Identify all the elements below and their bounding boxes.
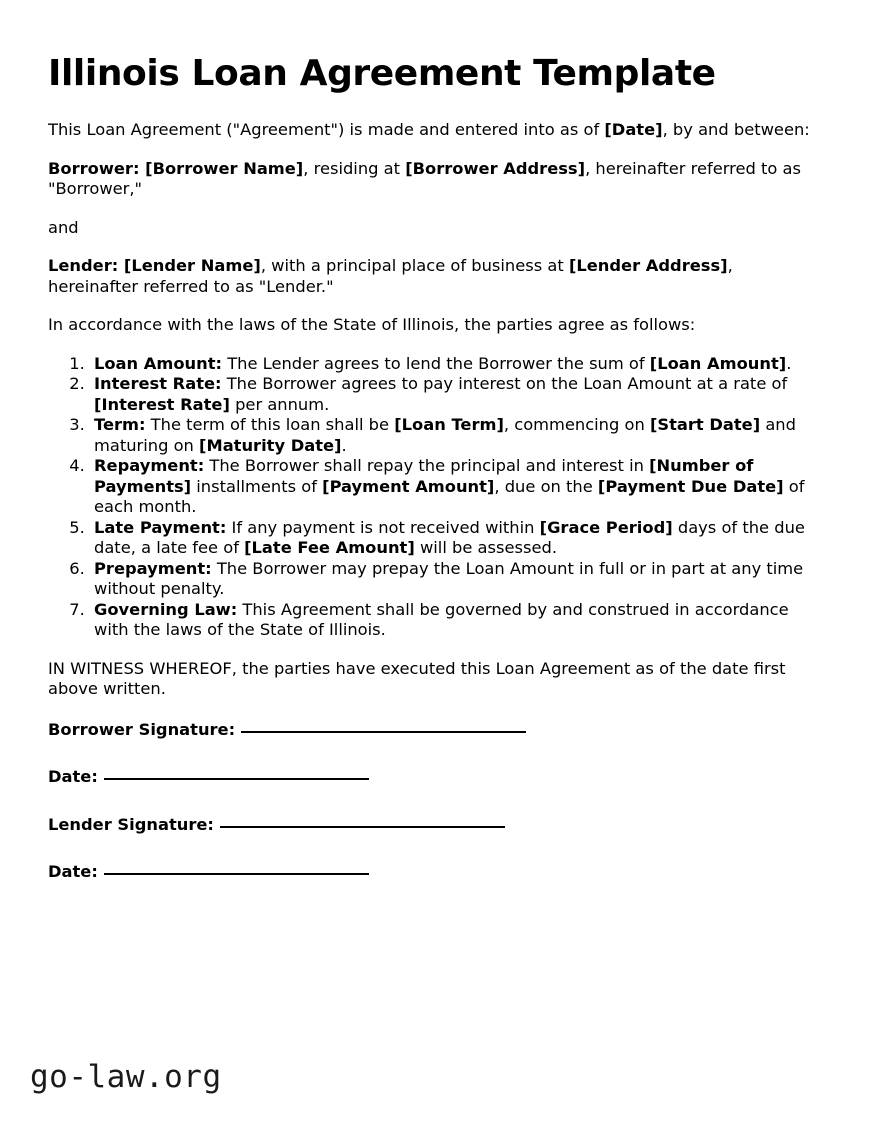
signature-label: Lender Signature: (48, 814, 214, 834)
term-text: If any payment is not received within (226, 517, 540, 537)
signature-block (48, 720, 818, 883)
term-field-placeholder: [Payment Amount] (322, 476, 495, 496)
terms-list (48, 354, 818, 641)
term-text: will be assessed. (414, 538, 557, 557)
term-field-placeholder: [Loan Term] (394, 415, 504, 434)
term-text: , due on the (494, 476, 598, 496)
term-field-placeholder: [Interest Rate] (94, 394, 230, 414)
term-text: of each month. (94, 476, 805, 516)
term-text: installments of (191, 476, 323, 496)
term-text: This Agreement shall be governed by and construed in accordance with the laws of the State of Illinois. (94, 599, 789, 639)
term-heading: Late Payment: (94, 517, 227, 537)
witness-paragraph: IN WITNESS WHEREOF, the parties have executed this Loan Agreement as of the date first above written. (48, 658, 786, 698)
signature-line[interactable] (220, 826, 505, 828)
term-heading: Interest Rate: (94, 374, 222, 393)
term-field-placeholder: [Grace Period] (539, 517, 673, 537)
accordance-paragraph: In accordance with the laws of the State of Illinois, the parties agree as follows: (48, 315, 696, 334)
signature-row (48, 815, 818, 836)
term-text: days of the due date, a late fee of (94, 517, 805, 557)
signature-row (48, 767, 818, 788)
borrower-label: Borrower: [Borrower Name] (48, 158, 304, 178)
term-field-placeholder: [Late Fee Amount] (244, 538, 415, 557)
term-text: The term of this loan shall be (145, 415, 395, 434)
term-heading: Prepayment: (94, 558, 212, 578)
term-text: The Borrower may prepay the Loan Amount in full or in part at any time without penalty. (94, 558, 804, 598)
list-item (90, 559, 818, 600)
list-item (90, 518, 818, 559)
conjunction-paragraph: and (48, 217, 79, 237)
borrower-post-text: , hereinafter referred to as "Borrower," (48, 158, 802, 198)
term-field-placeholder: [Payment Due Date] (597, 476, 784, 496)
page-title: Illinois Loan Agreement Template (48, 53, 716, 94)
term-field-placeholder: [Maturity Date] (199, 435, 342, 455)
list-item (90, 374, 818, 415)
term-field-placeholder: [Number of Payments] (94, 456, 754, 496)
document-body (48, 52, 818, 910)
list-item (90, 600, 818, 641)
signature-line[interactable] (241, 731, 526, 733)
term-heading: Term: (94, 415, 146, 434)
signature-label: Date: (48, 767, 98, 786)
lender-paragraph (48, 256, 818, 297)
term-field-placeholder: [Loan Amount] (649, 353, 787, 373)
term-heading: Repayment: (94, 456, 205, 475)
intro-paragraph (48, 120, 818, 141)
term-text: . (341, 435, 347, 455)
term-text: , commencing on (503, 415, 650, 434)
lender-mid-text: , with a principal place of business at (260, 256, 569, 275)
signature-row (48, 862, 818, 883)
term-text: The Borrower shall repay the principal and interest in (204, 456, 650, 475)
signature-label: Date: (48, 862, 98, 881)
borrower-address-placeholder: [Borrower Address] (405, 158, 586, 178)
intro-post-text: , by and between: (662, 120, 810, 139)
signature-label: Borrower Signature: (48, 719, 236, 739)
intro-pre-text: This Loan Agreement ("Agreement") is made and entered into as of (48, 120, 605, 139)
borrower-paragraph (48, 159, 818, 200)
term-heading: Governing Law: (94, 599, 238, 619)
list-item (90, 456, 818, 518)
term-text: per annum. (229, 394, 330, 414)
list-item (90, 354, 818, 375)
term-text: The Lender agrees to lend the Borrower the sum of (222, 353, 650, 373)
term-text: The Borrower agrees to pay interest on the Loan Amount at a rate of (221, 374, 788, 393)
signature-line[interactable] (104, 873, 369, 875)
term-heading: Loan Amount: (94, 353, 223, 373)
term-field-placeholder: [Start Date] (649, 415, 761, 434)
signature-line[interactable] (104, 778, 369, 780)
lender-label: Lender: [Lender Name] (48, 256, 261, 275)
list-item (90, 415, 818, 456)
borrower-mid-text: , residing at (303, 158, 406, 178)
lender-address-placeholder: [Lender Address] (568, 256, 728, 275)
site-watermark: go-law.org (30, 1059, 222, 1095)
lender-post-text: , hereinafter referred to as "Lender." (48, 256, 733, 296)
term-text: and maturing on (94, 415, 796, 455)
term-text: . (786, 353, 792, 373)
signature-row (48, 720, 818, 741)
date-field-placeholder: [Date] (604, 120, 663, 139)
